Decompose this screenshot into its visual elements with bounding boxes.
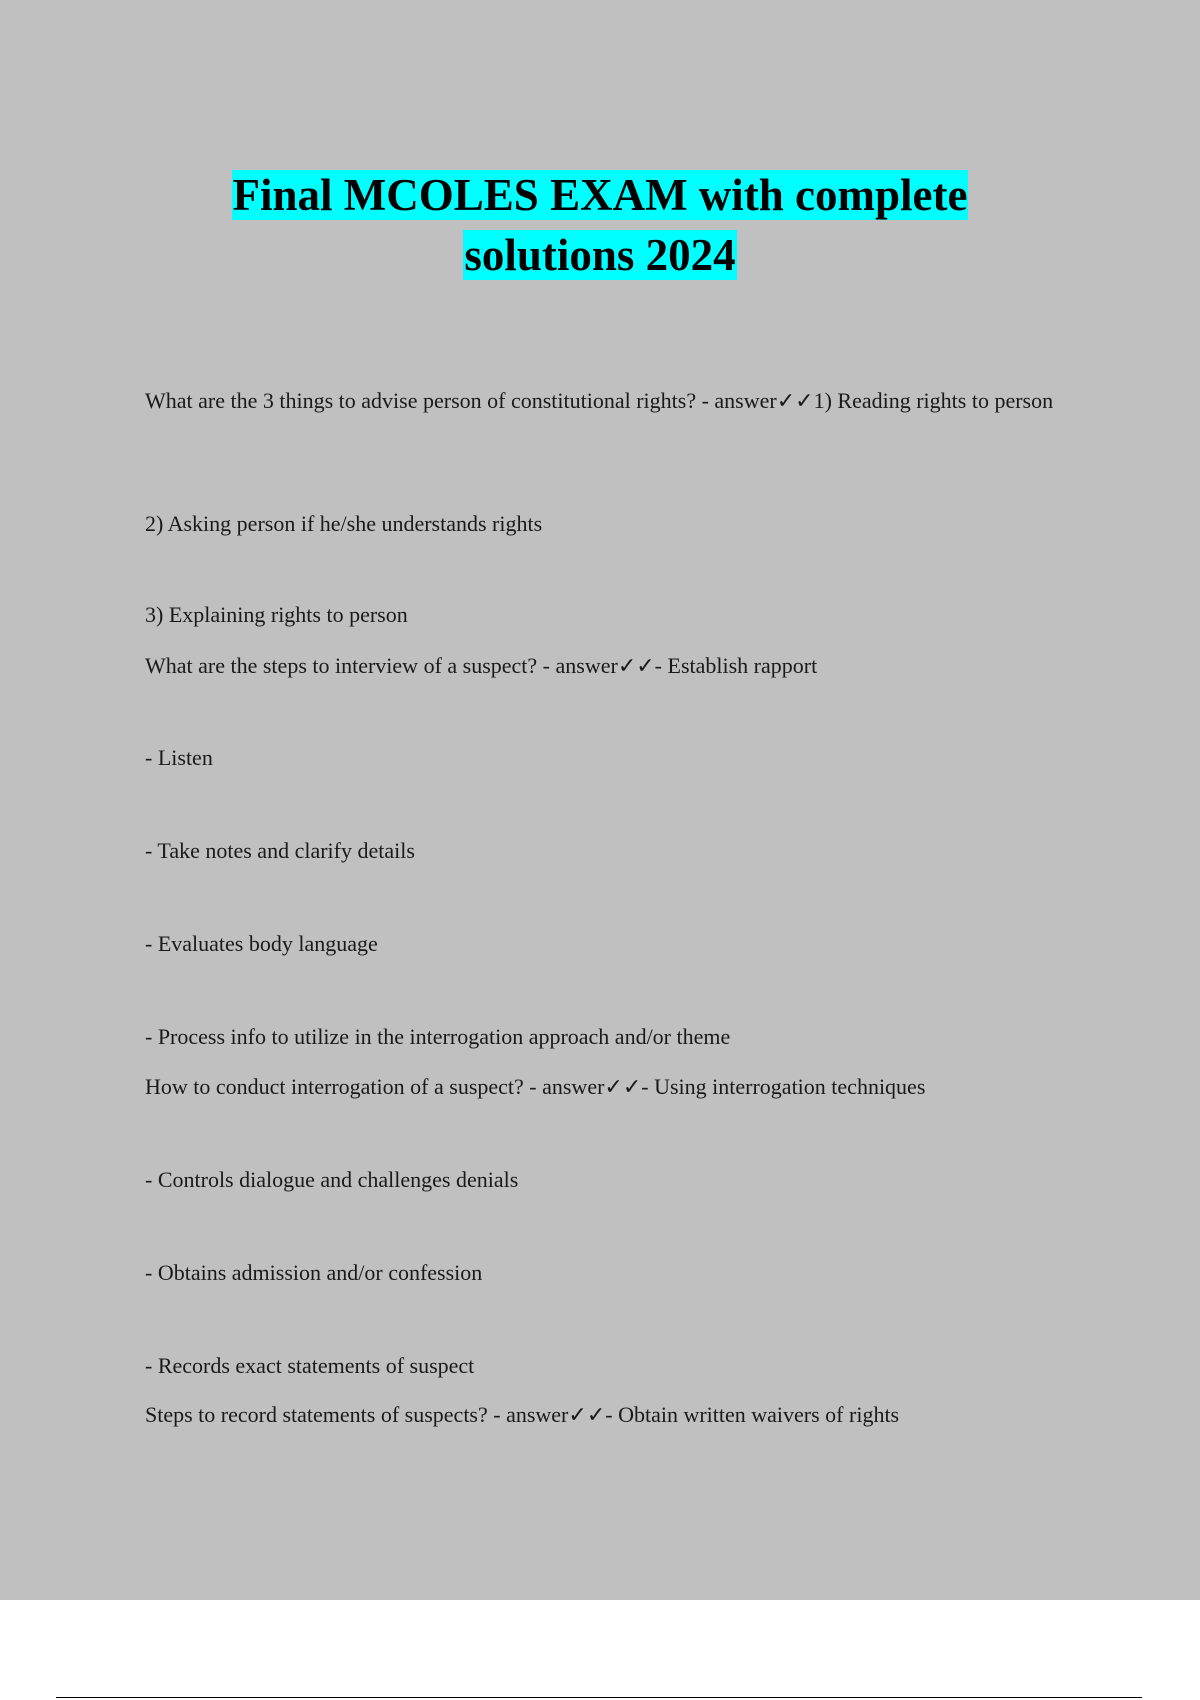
answer-line: 3) Explaining rights to person [145,602,408,627]
question-4: Steps to record statements of suspects? - answer✓✓- Obtain written waivers of rights [145,1402,900,1427]
answer-line: - Records exact statements of suspect [145,1353,475,1378]
question-3: How to conduct interrogation of a suspect? - answer✓✓- Using interrogation techniques [145,1074,926,1099]
footer-divider [56,1697,1142,1698]
answer-line: - Evaluates body language [145,931,378,956]
document-title [0,165,1200,285]
answer-line: - Process info to utilize in the interrogation approach and/or theme [145,1024,731,1049]
question-1: What are the 3 things to advise person of constitutional rights? - answer✓✓1) Reading rights to person [145,388,1054,413]
title-line-2: solutions 2024 [464,230,736,280]
title-line-1: Final MCOLES EXAM with complete [232,170,968,220]
answer-line: - Controls dialogue and challenges denials [145,1167,519,1192]
answer-line: 2) Asking person if he/she understands rights [145,511,543,536]
answer-line: - Listen [145,745,213,770]
question-2: What are the steps to interview of a suspect? - answer✓✓- Establish rapport [145,653,818,678]
answer-line: - Obtains admission and/or confession [145,1260,483,1285]
answer-line: - Take notes and clarify details [145,838,415,863]
